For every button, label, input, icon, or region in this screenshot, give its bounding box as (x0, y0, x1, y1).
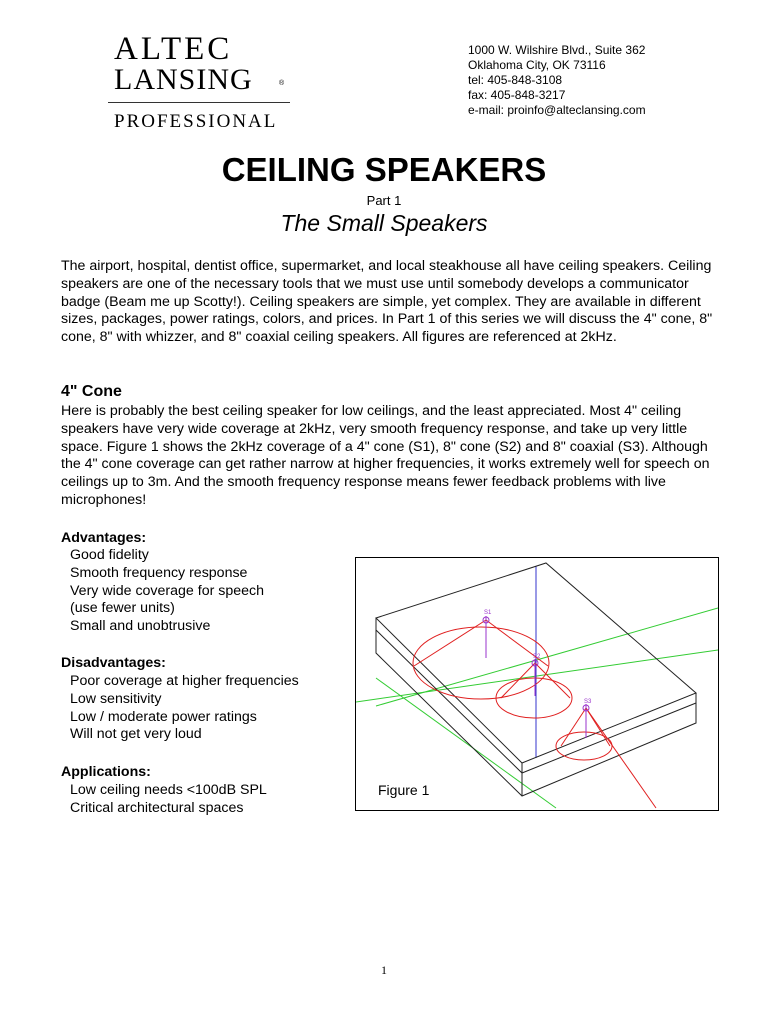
logo-text-professional: PROFESSIONAL (114, 111, 278, 132)
speaker-label-s2: S2 (533, 654, 541, 660)
list-item: (use fewer units) (70, 600, 175, 617)
logo-text-altec: ALTEC (114, 31, 233, 67)
disadvantages-heading: Disadvantages: (61, 655, 166, 671)
disadvantages-list (70, 673, 299, 744)
coverage-cones (413, 620, 656, 808)
list-item: Low sensitivity (70, 690, 162, 707)
contact-fax: fax: 405-848-3217 (468, 88, 566, 102)
speaker-label-s1: S1 (484, 610, 492, 616)
intro-paragraph: The airport, hospital, dentist office, supermarket, and local steakhouse all have ceiling speakers. Ceiling speakers are one of the necessary tools that we must use until somebody develops a communicator badge (Beam me up Scotty!). Ceiling speakers are simple, yet complex. They are available in different sizes, packages, power ratings, colors, and prices. In Part 1 of this series we will discuss the 4" cone, 8" cone, 8" with whizzer, and 8" coaxial ceiling speakers. All figures are referenced at 2kHz. (61, 258, 713, 346)
list-item: Small and unobtrusive (70, 618, 211, 635)
advantages-list (70, 547, 264, 636)
page-subtitle: The Small Speakers (280, 210, 488, 236)
list-item: Critical architectural spaces (70, 799, 244, 816)
figure-1 (355, 557, 719, 811)
list-item: Low ceiling needs <100dB SPL (70, 782, 267, 798)
list-item: Good fidelity (70, 547, 149, 563)
section-heading: 4" Cone (61, 383, 122, 400)
page-number: 1 (381, 963, 387, 977)
altec-lansing-logo (108, 32, 290, 132)
contact-email: e-mail: proinfo@alteclansing.com (468, 103, 646, 117)
registered-mark: ® (279, 80, 285, 87)
contact-tel: tel: 405-848-3108 (468, 73, 563, 87)
list-item: Poor coverage at higher frequencies (70, 673, 299, 689)
speaker-label-s3: S3 (584, 699, 592, 705)
logo-text-lansing: LANSING (114, 63, 253, 96)
logo-divider (108, 102, 290, 103)
applications-list (70, 782, 267, 818)
part-label: Part 1 (366, 193, 402, 208)
applications-heading: Applications: (61, 764, 151, 780)
list-item: Smooth frequency response (70, 564, 248, 581)
list-item: Will not get very loud (70, 726, 202, 743)
advantages-heading: Advantages: (61, 530, 147, 546)
list-item: Low / moderate power ratings (70, 708, 257, 725)
contact-address-line2: Oklahoma City, OK 73116 (468, 58, 606, 72)
figure-caption: Figure 1 (378, 782, 430, 798)
contact-info (468, 43, 646, 118)
section-paragraph: Here is probably the best ceiling speaker for low ceilings, and the least appreciated. Most 4" ceiling speakers have very wide coverage at 2kHz, very smooth frequency response, and take up very little space. Figure 1 shows the 2kHz coverage of a 4" cone (S1), 8" cone (S2) and 8" coaxial (S3). Although the 4" cone coverage can get rather narrow at higher frequencies, it works extremely well for speech on ceilings up to 3m. And the smooth frequency response means fewer feedback problems with live microphones! (61, 403, 710, 508)
page-title: CEILING SPEAKERS (221, 151, 547, 188)
contact-address-line1: 1000 W. Wilshire Blvd., Suite 362 (468, 43, 646, 57)
list-item: Very wide coverage for speech (70, 582, 265, 599)
coverage-diagram (356, 558, 718, 810)
